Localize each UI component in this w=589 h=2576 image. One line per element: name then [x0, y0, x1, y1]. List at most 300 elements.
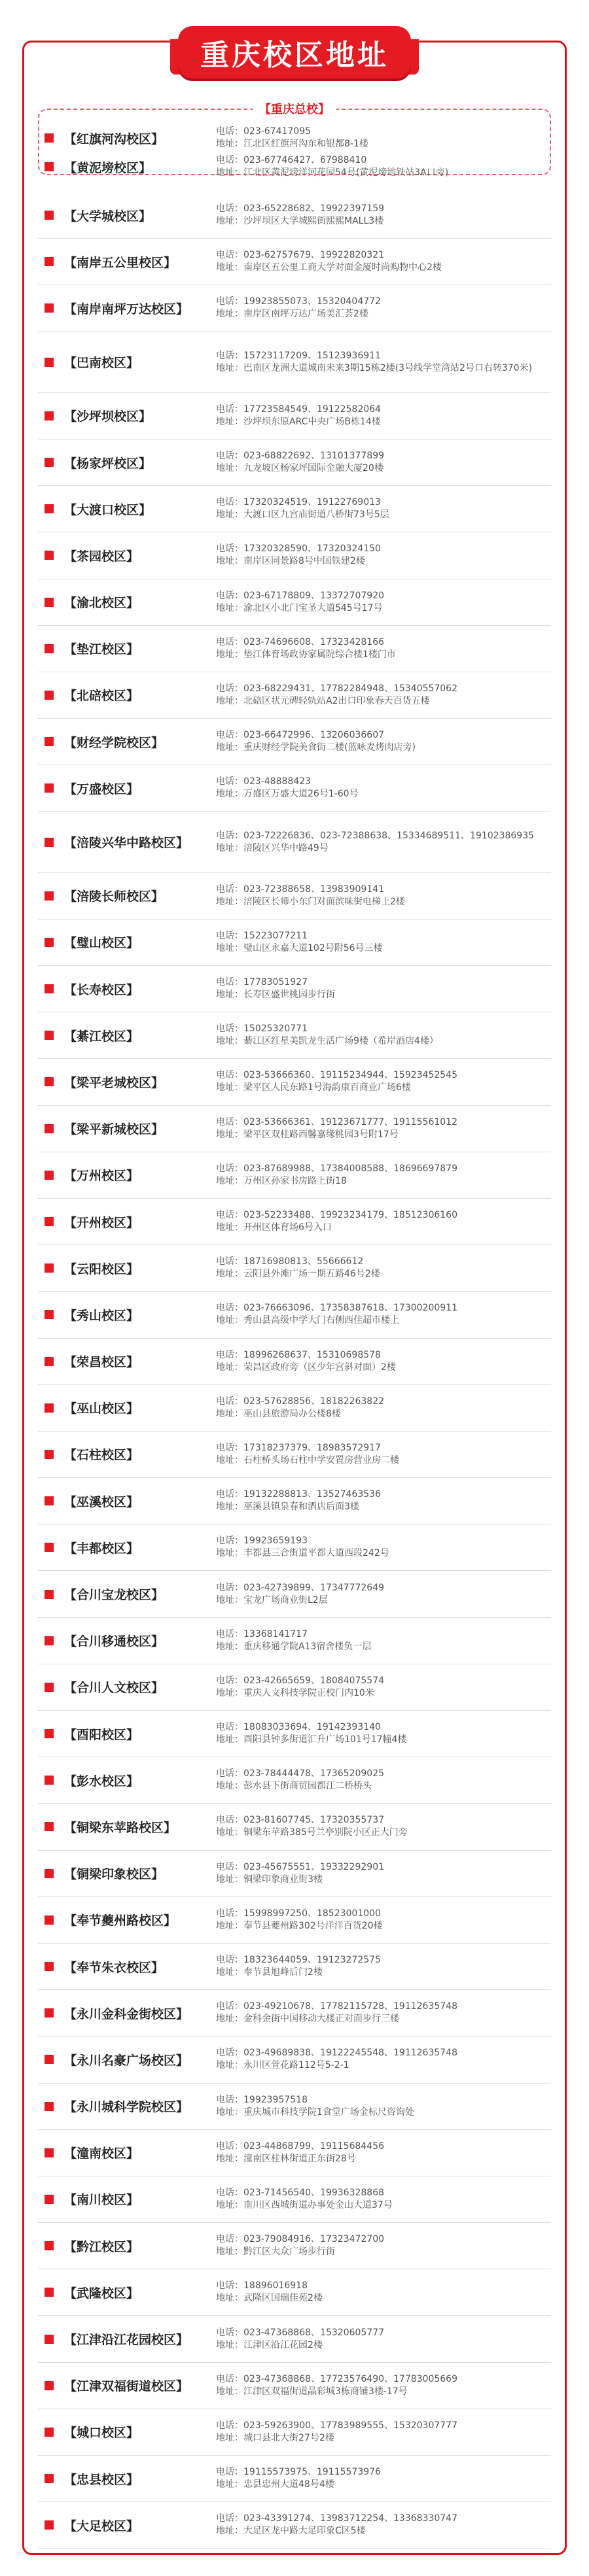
- campus-row: [38, 239, 551, 285]
- campus-row: [38, 486, 551, 532]
- hq-row: [38, 152, 551, 181]
- campus-address: 地址：綦江区红星美凯龙生活广场9楼（希岸酒店4楼）: [216, 1036, 438, 1047]
- campus-contact: [211, 345, 551, 380]
- campus-name: 【北碚校区】: [64, 689, 139, 704]
- campus-name: 【奉节夔州路校区】: [64, 1914, 177, 1929]
- campus-name-cell: [38, 2237, 211, 2255]
- campus-name-cell: [38, 1864, 211, 1882]
- campus-name: 【黄泥塝校区】: [64, 160, 152, 175]
- campus-phone: 电话：023-44868799、19115684456: [216, 2140, 385, 2152]
- campus-name: 【茶园校区】: [64, 549, 139, 564]
- campus-contact: [211, 1995, 551, 2031]
- campus-name-cell: [38, 2051, 211, 2069]
- campus-name-cell: [38, 407, 211, 424]
- campus-phone: 电话：023-42739899、17347772649: [216, 1582, 385, 1593]
- campus-phone: 电话：15723117209、15123936911: [216, 350, 381, 361]
- campus-contact: [211, 2507, 551, 2543]
- campus-phone: 电话：023-74696608、17323428166: [216, 636, 385, 647]
- campus-name-cell: [38, 933, 211, 951]
- campus-phone: 电话：023-66472996、13206036607: [216, 730, 385, 741]
- campus-row: [38, 332, 551, 393]
- campus-address: 地址：金科金街中国移动大楼正对面步行三楼: [216, 2014, 399, 2025]
- bullet-icon: [45, 1915, 54, 1925]
- campus-row: [38, 812, 551, 872]
- bullet-icon: [45, 2008, 54, 2018]
- campus-address: 地址：忠县忠州大道48号4楼: [216, 2479, 334, 2490]
- campus-address: 地址：奉节县夔州路302号洋洋百货20楼: [216, 1920, 383, 1931]
- campus-name: 【城口校区】: [64, 2426, 139, 2441]
- campus-contact: [211, 2322, 551, 2357]
- campus-row: [38, 765, 551, 812]
- campus-name: 【潼南校区】: [64, 2146, 139, 2161]
- campus-name: 【永川名豪广场校区】: [64, 2053, 189, 2068]
- campus-address: 地址：重庆城市科技学院1食堂广场金标尺咨询处: [216, 2106, 414, 2118]
- campus-contact: [211, 878, 551, 914]
- campus-name: 【涪陵长师校区】: [64, 889, 164, 904]
- bullet-icon: [45, 598, 54, 607]
- bullet-icon: [45, 1590, 54, 1599]
- campus-name-cell: [38, 1585, 211, 1603]
- campus-phone: 电话：18716980813、55666612: [216, 1256, 364, 1267]
- campus-address: 地址：南岸区五公里工商大学对面金厦时尚购物中心2楼: [216, 262, 442, 273]
- campus-phone: 电话：13368141717: [216, 1628, 308, 1640]
- hq-label: 【重庆总校】: [253, 100, 336, 117]
- campus-row: [38, 1292, 551, 1338]
- bullet-icon: [45, 783, 54, 793]
- campus-address: 地址：垫江体育场政协家属院综合楼1楼门市: [216, 649, 396, 660]
- campus-name-cell: [38, 1632, 211, 1649]
- campus-contact: [211, 1762, 551, 1798]
- campus-row: [38, 2223, 551, 2269]
- campus-phone: 电话：023-87689988、17384008588、18696697879: [216, 1163, 457, 1174]
- title-banner: [0, 25, 589, 80]
- campus-name: 【綦江校区】: [64, 1029, 139, 1044]
- bullet-icon: [45, 551, 54, 560]
- campus-name: 【永川金科金街校区】: [64, 2006, 189, 2021]
- campus-contact: [211, 1344, 551, 1379]
- campus-contact: [211, 1437, 551, 1472]
- bullet-icon: [45, 2102, 54, 2111]
- campus-row: [38, 2409, 551, 2456]
- campus-name-cell: [38, 686, 211, 704]
- campus-contact: [211, 1949, 551, 1984]
- campus-phone: 电话：19923659193: [216, 1536, 308, 1547]
- campus-phone: 电话：023-42665659、18084075574: [216, 1675, 385, 1686]
- campus-phone: 电话：023-72388658、13983909141: [216, 884, 385, 895]
- campus-name: 【铜梁东苹路校区】: [64, 1820, 177, 1835]
- campus-name-cell: [38, 2284, 211, 2301]
- campus-name: 【长寿校区】: [64, 982, 139, 997]
- bullet-icon: [45, 2335, 54, 2344]
- campus-name-cell: [38, 780, 211, 797]
- campus-row: [38, 1152, 551, 1199]
- campus-contact: [211, 2089, 551, 2124]
- bullet-icon: [45, 691, 54, 700]
- bullet-icon: [45, 1962, 54, 1971]
- campus-contact: [211, 445, 551, 480]
- campus-phone: 电话：023-67746427、67988410: [216, 155, 367, 165]
- campus-name-cell: [38, 1539, 211, 1556]
- page-title: 重庆校区地址: [178, 26, 411, 78]
- campus-row: [38, 1199, 551, 1245]
- campus-name: 【江津双福街道校区】: [64, 2379, 189, 2394]
- campus-row: [38, 626, 551, 672]
- campus-row: [38, 2269, 551, 2316]
- campus-phone: 电话：023-47368868、15320605777: [216, 2327, 385, 2338]
- campus-contact: [211, 1530, 551, 1565]
- campus-name: 【巫溪校区】: [64, 1494, 139, 1509]
- campus-address: 地址：九龙坡区杨家坪国际金融大厦20楼: [216, 463, 384, 474]
- campus-phone: 电话：023-72226836、023-72388638、15334689511、19102386935: [216, 830, 535, 841]
- campus-contact: [211, 1204, 551, 1239]
- campus-name-cell: [38, 253, 211, 271]
- campus-phone: 电话：023-59263900、17783989555、15320307777: [216, 2420, 457, 2431]
- bullet-icon: [45, 1869, 54, 1878]
- campus-address: 地址：万盛区万盛大道26号1-60号: [216, 789, 359, 800]
- campus-name: 【合川人文校区】: [64, 1681, 164, 1696]
- campus-name-cell: [38, 1213, 211, 1231]
- campus-phone: 电话：18996268637、15310698578: [216, 1349, 381, 1360]
- campus-address: 地址：重庆人文科技学院正校门内10米: [216, 1687, 374, 1698]
- campus-name: 【渝北校区】: [64, 596, 139, 611]
- campus-address: 地址：璧山区永嘉大道102号附56号三楼: [216, 942, 383, 953]
- bullet-icon: [45, 458, 54, 467]
- campus-name-cell: [38, 640, 211, 657]
- campus-name-cell: [38, 129, 211, 147]
- campus-name: 【巴南校区】: [64, 356, 139, 371]
- bullet-icon: [45, 2520, 54, 2530]
- campus-phone: 电话：023-53666360、19115234944、15923452545: [216, 1070, 457, 1081]
- campus-name: 【酉阳校区】: [64, 1727, 139, 1742]
- campus-name: 【大足校区】: [64, 2518, 139, 2533]
- campus-address: 地址：荣昌区政府旁（区少年宫斜对面）2楼: [216, 1362, 396, 1373]
- campus-name: 【秀山校区】: [64, 1308, 139, 1323]
- campus-contact: [211, 825, 551, 860]
- campus-address: 地址：沙坪坝东原ARC中央广场B栋14楼: [216, 416, 381, 427]
- campus-phone: 电话：023-68229431、17782284948、15340557062: [216, 683, 457, 694]
- bullet-icon: [45, 1729, 54, 1738]
- campus-name-cell: [38, 2516, 211, 2534]
- campus-contact: [211, 2135, 551, 2171]
- campus-name: 【万州校区】: [64, 1169, 139, 1184]
- campus-address: 地址：宝龙广场商业街L2层: [216, 1594, 328, 1606]
- bullet-icon: [45, 1683, 54, 1692]
- campus-address: 地址：城口县北大街27号2楼: [216, 2432, 334, 2443]
- campus-name: 【彭水校区】: [64, 1774, 139, 1789]
- campus-name: 【万盛校区】: [64, 781, 139, 797]
- campus-name-cell: [38, 1120, 211, 1137]
- campus-contact: [211, 585, 551, 620]
- campus-address: 地址：江北区黄泥塝洋河花园54号(黄泥塝地铁站3A口旁): [216, 167, 449, 178]
- campus-phone: 电话：023-79084916、17323472700: [216, 2234, 385, 2245]
- campus-name-cell: [38, 887, 211, 904]
- bullet-icon: [45, 2055, 54, 2064]
- campus-phone: 电话：19923957518: [216, 2094, 308, 2105]
- bullet-icon: [45, 644, 54, 653]
- campus-row: [38, 2130, 551, 2176]
- campus-name-cell: [38, 833, 211, 851]
- campus-contact: [211, 925, 551, 960]
- campus-contact: [211, 2461, 551, 2496]
- campus-name: 【杨家坪校区】: [64, 456, 152, 471]
- bullet-icon: [45, 1403, 54, 1413]
- campus-contact: [211, 1856, 551, 1891]
- campus-name-cell: [38, 207, 211, 224]
- campus-contact: [211, 1158, 551, 1193]
- campus-name: 【南岸南坪万达校区】: [64, 301, 189, 317]
- campus-phone: 电话：023-68822692、13101377899: [216, 451, 385, 462]
- campus-name-cell: [38, 2377, 211, 2394]
- campus-row: [38, 1339, 551, 1385]
- campus-address: 地址：巫山县旅游局办公楼8楼: [216, 1408, 341, 1419]
- campus-phone: 电话：15998997250、18523001000: [216, 1908, 381, 1919]
- campus-address: 地址：江津区双福街道晶彩城3栋商铺3楼-17号: [216, 2386, 408, 2397]
- campus-name-cell: [38, 454, 211, 472]
- campus-contact: [211, 2414, 551, 2450]
- campus-address: 地址：南川区西城街道办事处金山大道37号: [216, 2199, 393, 2210]
- campus-contact: [211, 538, 551, 573]
- campus-address: 地址：巴南区龙洲大道城南未来3期15栋2楼(3号线学堂湾站2号口右转370米): [216, 362, 533, 373]
- bullet-icon: [45, 1496, 54, 1505]
- campus-phone: 电话：023-43391274、13983712254、13368330747: [216, 2513, 457, 2524]
- campus-name: 【财经学院校区】: [64, 735, 164, 750]
- campus-row: [38, 2502, 551, 2549]
- campus-address: 地址：永川区萱花路112号5-2-1: [216, 2060, 349, 2071]
- campus-name: 【丰都校区】: [64, 1541, 139, 1556]
- campus-row: [38, 1524, 551, 1571]
- campus-row: [38, 1059, 551, 1105]
- campus-row: [38, 1245, 551, 1292]
- campus-name: 【开州校区】: [64, 1215, 139, 1230]
- campus-name-cell: [38, 353, 211, 371]
- campus-phone: 电话：19115573975、19115573976: [216, 2467, 381, 2478]
- hq-row: [38, 124, 551, 152]
- campus-row: [38, 719, 551, 765]
- campus-list: [38, 120, 551, 2549]
- campus-name-cell: [38, 2423, 211, 2441]
- campus-address: 地址：南岸区同景路8号中国铁建2楼: [216, 556, 365, 567]
- campus-phone: 电话：023-71456540、19936328868: [216, 2187, 385, 2198]
- bullet-icon: [45, 938, 54, 947]
- campus-contact: [211, 491, 551, 526]
- campus-name-cell: [38, 1260, 211, 1277]
- bullet-icon: [45, 1357, 54, 1366]
- campus-row: [38, 1385, 551, 1432]
- campus-name: 【大学城校区】: [64, 209, 152, 224]
- campus-contact: [211, 1902, 551, 1938]
- campus-contact: [211, 1018, 551, 1053]
- campus-phone: 电话：18323644059、19123272575: [216, 1955, 381, 1966]
- bullet-icon: [45, 162, 54, 171]
- campus-row: [38, 1897, 551, 1944]
- campus-phone: 电话：023-78444478、17365209025: [216, 1768, 385, 1779]
- campus-row: [38, 2363, 551, 2409]
- campus-name-cell: [38, 1166, 211, 1184]
- campus-address: 地址：巫溪县镇泉春和酒店后面3楼: [216, 1502, 359, 1513]
- campus-row: [38, 2036, 551, 2083]
- campus-address: 地址：重庆财经学院美食街二楼(蓝咏麦烤肉店旁): [216, 742, 416, 753]
- bullet-icon: [45, 1263, 54, 1273]
- campus-address: 地址：潼南区桂林街道正东街28号: [216, 2153, 356, 2164]
- campus-name-cell: [38, 1352, 211, 1370]
- campus-address: 地址：沙坪坝区大学城熙街熙熙MALL3楼: [216, 216, 384, 227]
- campus-name: 【梁平老城校区】: [64, 1075, 164, 1090]
- bullet-icon: [45, 737, 54, 746]
- campus-name: 【巫山校区】: [64, 1401, 139, 1417]
- campus-address: 地址：梁平区人民东路1号海韵康百商业广场6楼: [216, 1082, 411, 1093]
- campus-name: 【荣昌校区】: [64, 1355, 139, 1370]
- campus-address: 地址：云阳县外滩广场一期五路46号2楼: [216, 1269, 380, 1280]
- campus-name: 【奉节朱衣校区】: [64, 1960, 164, 1975]
- campus-name-cell: [38, 1073, 211, 1091]
- campus-contact: [211, 1670, 551, 1705]
- campus-name: 【江津沿江花园校区】: [64, 2333, 189, 2348]
- campus-contact: [211, 1064, 551, 1099]
- campus-name: 【铜梁印象校区】: [64, 1867, 164, 1882]
- campus-row: [38, 1571, 551, 1617]
- bullet-icon: [45, 1171, 54, 1180]
- campus-contact: [211, 1297, 551, 1332]
- campus-name: 【涪陵兴华中路校区】: [64, 836, 189, 851]
- campus-row: [38, 285, 551, 332]
- bullet-icon: [45, 2148, 54, 2157]
- campus-name-cell: [38, 1492, 211, 1510]
- campus-phone: 电话：023-53666361、19123671777、19115561012: [216, 1116, 457, 1127]
- campus-name-cell: [38, 1399, 211, 1417]
- campus-contact: [211, 1111, 551, 1146]
- campus-name: 【云阳校区】: [64, 1262, 139, 1277]
- campus-contact: [211, 197, 551, 233]
- campus-row: [38, 966, 551, 1012]
- campus-contact: [211, 398, 551, 434]
- campus-contact: [211, 1250, 551, 1286]
- campus-row: [38, 393, 551, 439]
- campus-address: 地址：铜梁印象商业街3楼: [216, 1874, 323, 1885]
- campus-contact: [211, 1716, 551, 1751]
- campus-phone: 电话：17320324519、19122769013: [216, 497, 381, 508]
- bullet-icon: [45, 838, 54, 847]
- campus-address: 地址：武隆区国瑞佳苑2楼: [216, 2293, 323, 2304]
- campus-contact: [211, 724, 551, 759]
- campus-row: [38, 1478, 551, 1524]
- campus-name: 【南川校区】: [64, 2193, 139, 2208]
- campus-name: 【红旗河沟校区】: [64, 131, 164, 146]
- bullet-icon: [45, 211, 54, 220]
- campus-address: 地址：铜梁东苹路385号兰亭别院小区正大门旁: [216, 1827, 408, 1838]
- campus-name: 【石柱校区】: [64, 1448, 139, 1463]
- campus-phone: 电话：023-67178809、13372707920: [216, 590, 385, 601]
- campus-name-cell: [38, 2004, 211, 2022]
- campus-name-cell: [38, 2097, 211, 2115]
- campus-row: [38, 672, 551, 719]
- campus-contact: [211, 1483, 551, 1519]
- bullet-icon: [45, 1636, 54, 1645]
- bullet-icon: [45, 2195, 54, 2204]
- campus-address: 地址：渝北区小北门宝圣大道545号17号: [216, 602, 383, 613]
- campus-row: [38, 1804, 551, 1850]
- campus-name-cell: [38, 300, 211, 317]
- campus-phone: 电话：023-48888423: [216, 776, 312, 787]
- bullet-icon: [45, 358, 54, 367]
- campus-row: [38, 2316, 551, 2362]
- campus-phone: 电话：023-65228682、19922397159: [216, 203, 385, 215]
- campus-row: [38, 1851, 551, 1897]
- campus-phone: 电话：19923855073、15320404772: [216, 296, 381, 307]
- campus-contact: [211, 1809, 551, 1844]
- campus-address: 地址：南岸区南坪万达广场美汇荟2楼: [216, 309, 368, 320]
- campus-phone: 电话：023-81607745、17320355737: [216, 1815, 385, 1826]
- campus-phone: 电话：023-47368868、17723576490、17783005669: [216, 2373, 457, 2384]
- campus-row: [38, 2176, 551, 2223]
- campus-row: [38, 1664, 551, 1711]
- bullet-icon: [45, 2241, 54, 2250]
- campus-name: 【沙坪坝校区】: [64, 409, 152, 424]
- campus-row: [38, 1106, 551, 1152]
- campus-address: 地址：长寿区盛世桃园步行街: [216, 989, 335, 1001]
- campus-name-cell: [38, 2330, 211, 2348]
- campus-name-cell: [38, 158, 211, 176]
- campus-row: [38, 532, 551, 579]
- bullet-icon: [45, 303, 54, 313]
- campus-name-cell: [38, 2470, 211, 2488]
- campus-contact: [211, 678, 551, 713]
- campus-name: 【大渡口校区】: [64, 502, 152, 517]
- bullet-icon: [45, 1124, 54, 1133]
- bullet-icon: [45, 2381, 54, 2390]
- campus-address: 地址：酉阳县钟多街道汇升广场101号17幢4楼: [216, 1734, 407, 1745]
- campus-name-cell: [38, 1445, 211, 1463]
- campus-address: 地址：开州区体育场6号入口: [216, 1222, 332, 1233]
- campus-name: 【忠县校区】: [64, 2472, 139, 2487]
- campus-address: 地址：黔江区大众广场步行街: [216, 2246, 335, 2258]
- campus-address: 地址：江津区沿江花园2楼: [216, 2339, 323, 2350]
- campus-phone: 电话：023-67417095: [216, 126, 312, 137]
- campus-name-cell: [38, 980, 211, 998]
- bullet-icon: [45, 1543, 54, 1552]
- campus-name-cell: [38, 1027, 211, 1044]
- campus-phone: 电话：17783051927: [216, 977, 308, 988]
- campus-row: [38, 2456, 551, 2502]
- campus-phone: 电话：19132288813、13527463536: [216, 1489, 381, 1500]
- campus-name-cell: [38, 733, 211, 751]
- campus-address: 地址：彭水县下街商贸园都江二桥桥头: [216, 1781, 372, 1792]
- bullet-icon: [45, 2428, 54, 2437]
- campus-address: 地址：大足区龙中路大足印象C区5楼: [216, 2526, 366, 2537]
- campus-address: 地址：石柱桥头场石柱中学安置房营业房二楼: [216, 1454, 399, 1466]
- campus-name: 【黔江校区】: [64, 2239, 139, 2254]
- bullet-icon: [45, 1031, 54, 1040]
- campus-contact: [211, 290, 551, 326]
- campus-name-cell: [38, 2190, 211, 2208]
- bullet-icon: [45, 2288, 54, 2297]
- bullet-icon: [45, 257, 54, 266]
- campus-contact: [211, 1390, 551, 1426]
- campus-phone: 电话：023-76663096、17358387618、17300200911: [216, 1303, 457, 1314]
- campus-phone: 电话：023-45675551、19332292901: [216, 1861, 385, 1872]
- campus-address: 地址：万州区孙家书房路上街18: [216, 1175, 347, 1186]
- bullet-icon: [45, 1217, 54, 1226]
- bullet-icon: [45, 2474, 54, 2483]
- campus-row: [38, 439, 551, 486]
- campus-contact: [211, 770, 551, 806]
- campus-contact: [211, 2042, 551, 2077]
- campus-contact: [211, 631, 551, 666]
- campus-row: [38, 1944, 551, 1990]
- campus-row: [38, 1012, 551, 1059]
- bullet-icon: [45, 133, 54, 143]
- campus-contact: [211, 244, 551, 279]
- campus-name-cell: [38, 593, 211, 611]
